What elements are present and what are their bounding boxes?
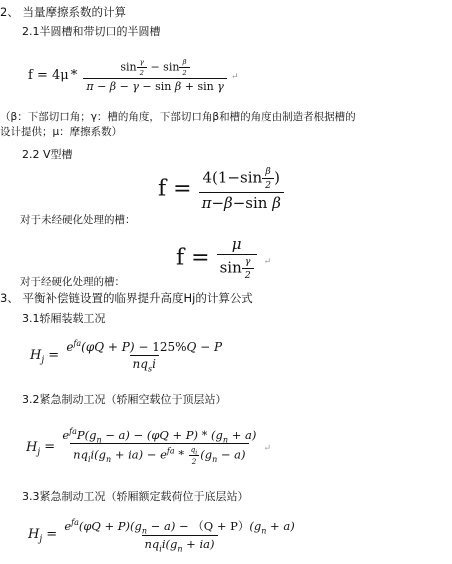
section-2-1-heading: 2.1半圆槽和带切口的半圆槽 [22, 25, 161, 38]
section-2-2-untreated-label: 对于未经硬化处理的槽： [20, 214, 136, 226]
section-3-1-heading: 3.1轿厢装载工况 [22, 312, 106, 325]
section-2-2-treated-label: 对于经硬化处理的槽： [20, 276, 125, 288]
formula-friction-semicircle: f = 4μ * sin $\frac{\gamma}{2}$ − sin $\frac{\beta}{2}$ π − β − γ − sin β + sin γ ↵ [28, 58, 239, 93]
formula-hj-emergency-bottom: $H_j$ = $\frac{e^{fa}(\varphi Q + P)(g_n - a) - (Q + P)(g_n + a)}{nq_ii(g_n + ia)}$ [28, 518, 295, 554]
section-3-3-heading: 3.3紧急制动工况（轿厢额定载荷位于底层站） [22, 490, 249, 503]
formula-hj-loading: $H_j$ = $\frac{e^{fa}(\varphi Q + P) - 125\%Q - P}{nq_si}$ [30, 339, 223, 374]
formula-hj-emergency-top: $H_j$ = $e^{fa}P(g_n - a) - (\varphi Q + P) * (g_n + a)$ $nq_ii(g_n + ia) - e^{fa}$ * $\frac{q_i}{2}$ $(g_n - a)$ ↵ [26, 427, 272, 466]
formula-friction-v-untreated: f = 4(1−sin $\frac{\beta}{2}$ ) π−β−sin β [158, 166, 284, 212]
section-2-1-note-line2: 设计提供；μ：摩擦系数） [0, 126, 123, 138]
section-2-2-heading: 2.2 V型槽 [22, 148, 73, 161]
section-3-heading: 3、 平衡补偿链设置的临界提升高度Hj的计算公式 [0, 291, 253, 305]
section-2-heading: 2、 当量摩擦系数的计算 [0, 5, 126, 19]
formula-friction-v-treated: f = μ sin $\frac{\gamma}{2}$ ↵ [176, 235, 272, 281]
section-2-1-note-line1: （β：下部切口角；γ：槽的角度，下部切口角β和槽的角度由制造者根据槽的 [0, 111, 356, 123]
section-3-2-heading: 3.2紧急制动工况（轿厢空载位于顶层站） [22, 393, 227, 406]
